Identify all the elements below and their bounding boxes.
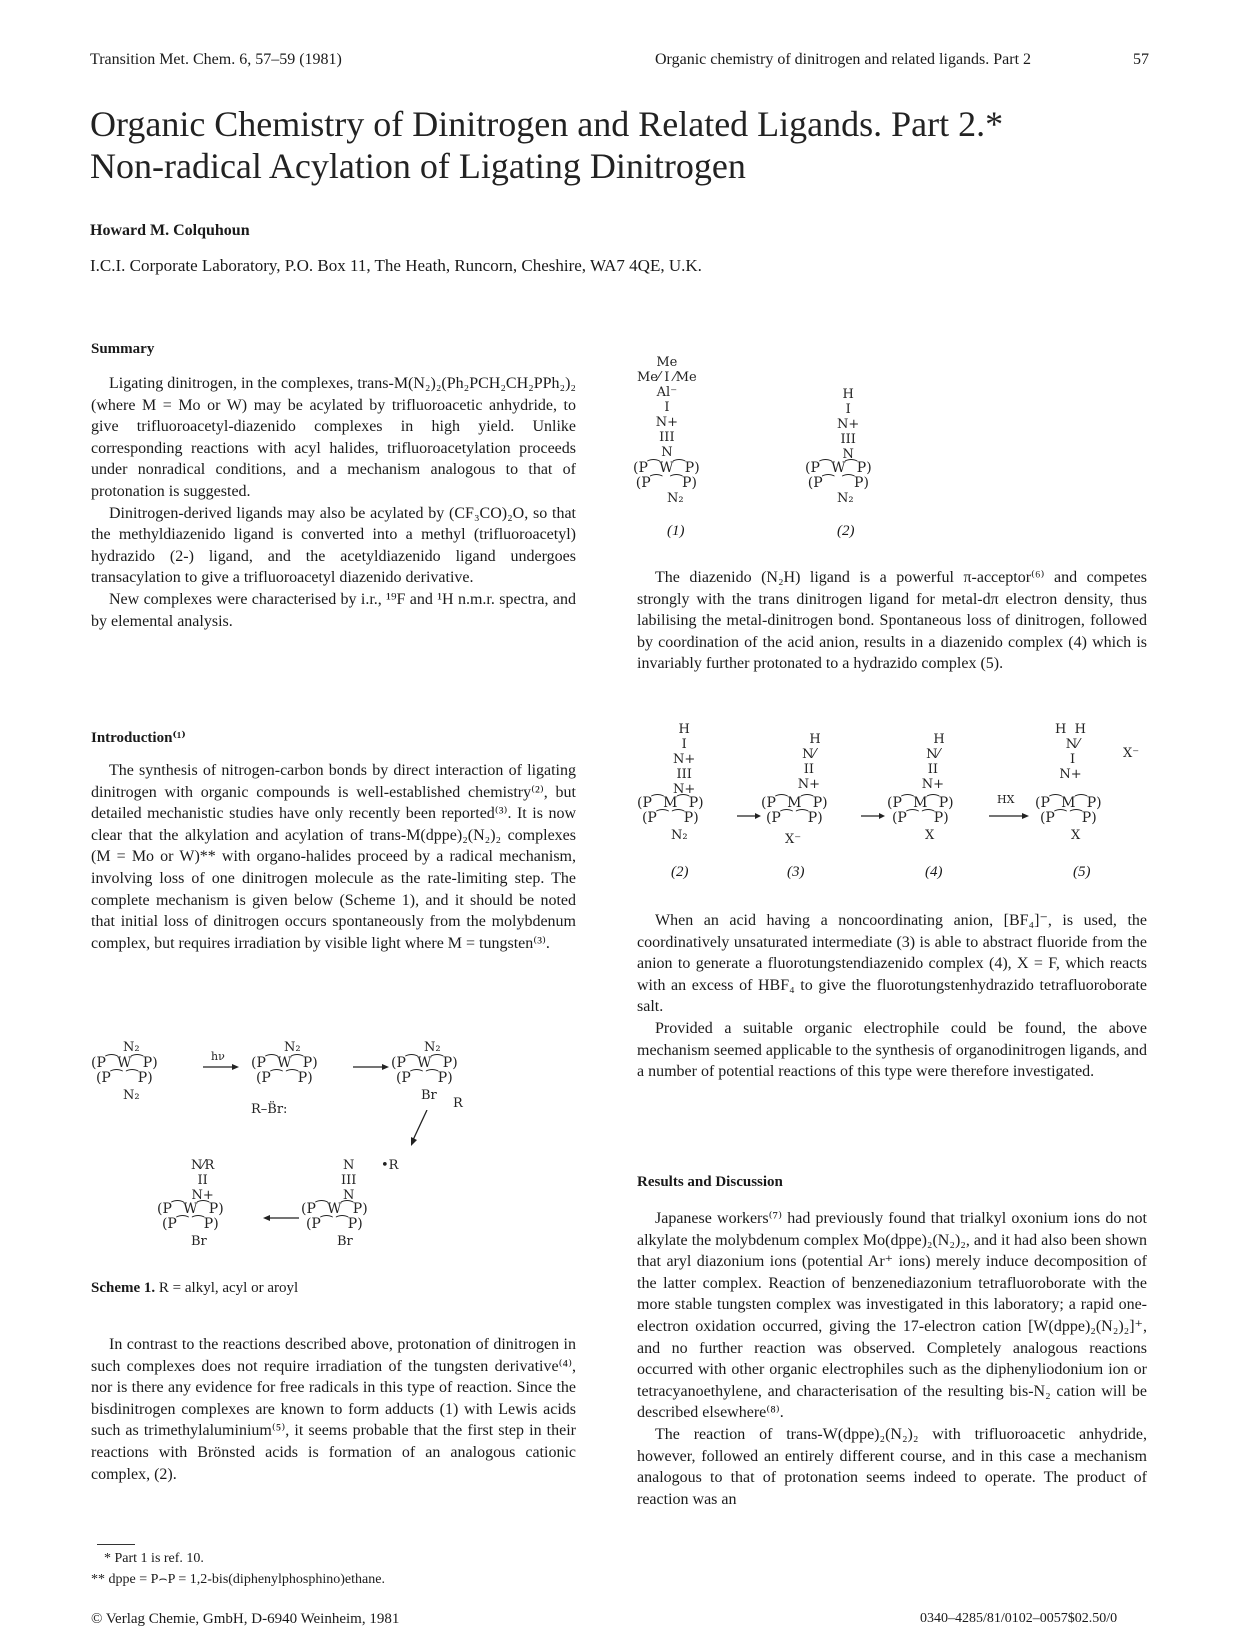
structure-2-n2: N₂ xyxy=(837,491,854,506)
scheme1-complex4-br: Br xyxy=(337,1234,353,1249)
scheme1-hv-label: hν xyxy=(211,1050,225,1063)
scheme1-arrow-3 xyxy=(409,1110,429,1146)
scheme2-c3-core: (P⁀M⁀P) (P⁀ ⁀P) xyxy=(761,795,828,826)
right-paragraph-3: Provided a suitable organic electrophile could be found, the above mechanism seemed applicable to the synthesis of organodinitrogen ligands, and a number of potential reactions of this type were therefore investigated. xyxy=(637,1019,1147,1081)
footnote-rule xyxy=(97,1544,135,1545)
scheme1-arrow-1 xyxy=(203,1062,239,1072)
scheme2-arrow-3 xyxy=(989,811,1029,821)
scheme2-c5-chain: H H N⁄ I N+ xyxy=(1055,722,1086,782)
footnote-2: ** dppe = P⌢P = 1,2-bis(diphenylphosphino)ethane. xyxy=(91,1572,385,1587)
introduction-paragraph-1: The synthesis of nitrogen-carbon bonds by direct interaction of ligating dinitrogen with organic compounds is well-established chemistry⁽²⁾, but detailed mechanistic studies have only recently been reported⁽³⁾. It is now clear that the alkylation and acylation of trans-M(dppe)₂(N₂)₂ complexes (M = Mo or W)** with organo-halides proceed by a radical mechanism, involving loss of one dinitrogen molecule as the rate-limiting step. The complete mechanism is given below (Scheme 1), and it should be noted that initial loss of dinitrogen occurs spontaneously from the molybdenum complex, but requires irradiation by visible light where M = tungsten⁽³⁾. xyxy=(91,762,576,952)
article-title xyxy=(90,103,1003,187)
scheme2-c3-anion: X⁻ xyxy=(785,832,802,847)
scheme2-c2-core: (P⁀M⁀P) (P⁀ ⁀P) xyxy=(637,795,704,826)
scheme-1-caption-text: R = alkyl, acyl or aroyl xyxy=(155,1280,299,1296)
scheme1-complex1-core: (P⁀W⁀P) (P⁀ ⁀P) xyxy=(91,1055,158,1086)
right-text-1 xyxy=(637,567,1147,675)
scheme2-arrow-2 xyxy=(861,811,885,821)
scheme-2-figure xyxy=(637,722,1147,884)
scheme2-c4-chain: H N⁄ II N+ xyxy=(921,732,945,792)
scheme2-label-4: (4) xyxy=(925,864,943,880)
scheme1-complex2-top: N₂ xyxy=(284,1040,301,1055)
right-paragraph-2: When an acid having a noncoordinating anion, [BF₄]⁻, is used, the coordinatively unsaturated intermediate (3) is able to abstract fluoride from the anion to generate a fluorotungstendiazenido complex (4), X = F, which reacts with an excess of HBF₄ to give the fluorotungstenhydrazido tetrafluoroborate salt. xyxy=(637,912,1147,1016)
scheme2-label-5: (5) xyxy=(1073,864,1091,880)
summary-paragraph-3: New complexes were characterised by i.r., ¹⁹F and ¹H n.m.r. spectra, and by elemental analysis. xyxy=(91,590,576,630)
scheme2-c2-chain: H I N+ III N+ xyxy=(673,722,696,797)
results-paragraph-2: The reaction of trans-W(dppe)₂(N₂)₂ with trifluoroacetic anhydride, however, followed an entirely different course, and in this case a mechanism analogous to that of protonation seems indeed to operate. The product of reaction was an xyxy=(637,1425,1147,1508)
structure-2-diazenido: H I N+ III N xyxy=(837,387,860,462)
structure-1-label: (1) xyxy=(667,523,685,539)
scheme1-complex3-top: N₂ xyxy=(424,1040,441,1055)
scheme-1-figure xyxy=(91,1040,576,1265)
right-paragraph-1: The diazenido (N₂H) ligand is a powerful π-acceptor⁽⁶⁾ and competes strongly with the trans dinitrogen ligand for metal-dπ electron density, thus labilising the metal-dinitrogen bond. Spontaneous loss of dinitrogen, followed by coordination of the acid anion, results in a diazenido complex (4) which is invariably further protonated to a hydrazido complex (5). xyxy=(637,569,1147,673)
journal-citation: Transition Met. Chem. 6, 57–59 (1981) xyxy=(90,51,342,68)
structure-2-core: (P⁀W⁀P) (P⁀ ⁀P) xyxy=(805,460,872,491)
scheme1-complex5-core: (P⁀W⁀P) (P⁀ ⁀P) xyxy=(157,1201,224,1232)
running-title: Organic chemistry of dinitrogen and related ligands. Part 2 xyxy=(655,51,1032,68)
scheme1-complex2-core: (P⁀W⁀P) (P⁀ ⁀P) xyxy=(251,1055,318,1086)
scheme2-c3-chain: H N⁄ II N+ xyxy=(797,732,821,792)
affiliation: I.C.I. Corporate Laboratory, P.O. Box 11, The Heath, Runcorn, Cheshire, WA7 4QE, U.K. xyxy=(90,256,702,275)
introduction-body xyxy=(91,760,576,954)
scheme1-radical-label: •R xyxy=(381,1158,399,1173)
structure-1-n2: N₂ xyxy=(667,491,684,506)
results-heading: Results and Discussion xyxy=(637,1174,783,1190)
scheme2-c4-x: X xyxy=(925,828,935,843)
scheme2-arrow-1 xyxy=(737,811,761,821)
publisher-line: © Verlag Chemie, GmbH, D-6940 Weinheim, 1981 xyxy=(91,1611,400,1627)
results-paragraph-1: Japanese workers⁽⁷⁾ had previously found that trialkyl oxonium ions do not alkylate the molybdenum complex Mo(dppe)₂(N₂)₂, and it had also been shown that aryl diazonium ions (potential Ar⁺ ions) merely induce decomposition of the latter complex. Reaction of benzenediazonium tetrafluoroborate with the more stable tungsten complex was investigated in this laboratory; a rapid one-electron oxidation occurred, giving the 17-electron cation [W(dppe)₂(N₂)₂]⁺, and no further reaction was observed. Completely analogous reactions occurred with other organic electrophiles such as the diphenyliodonium ion or tetracyanoethylene, and characterisation of the resulting bis-N₂ cation will be described elsewhere⁽⁸⁾. xyxy=(637,1210,1147,1422)
scheme2-c5-x: X xyxy=(1071,828,1081,843)
scheme-1-caption-label: Scheme 1. xyxy=(91,1280,156,1296)
scheme2-c4-core: (P⁀M⁀P) (P⁀ ⁀P) xyxy=(887,795,954,826)
scheme1-arrow-4 xyxy=(263,1213,299,1223)
page-number: 57 xyxy=(1133,51,1149,68)
introduction-continued xyxy=(91,1334,576,1485)
scheme1-r-label: R xyxy=(453,1096,463,1111)
summary-heading: Summary xyxy=(91,341,155,357)
scheme2-c5-anion: X⁻ xyxy=(1123,746,1140,761)
article-code: 0340–4285/81/0102–0057$02.50/0 xyxy=(920,1611,1118,1626)
right-text-2 xyxy=(637,910,1147,1083)
scheme2-label-2: (2) xyxy=(671,864,689,880)
scheme1-rbr-label: R–B̈r: xyxy=(251,1102,288,1117)
structure-1-core: (P⁀W⁀P) (P⁀ ⁀P) xyxy=(633,460,700,491)
structure-2-label: (2) xyxy=(837,523,855,539)
scheme2-c5-core: (P⁀M⁀P) (P⁀ ⁀P) xyxy=(1035,795,1102,826)
introduction-heading: Introduction⁽¹⁾ xyxy=(91,730,186,746)
summary-body xyxy=(91,373,576,632)
scheme1-arrow-2 xyxy=(353,1062,389,1072)
structure-1-lewis-acid: Me Me⁄ I ⁄Me Al⁻ I N+ III N xyxy=(637,355,697,460)
structures-1-2-figure xyxy=(633,355,1147,555)
results-body xyxy=(637,1208,1147,1510)
scheme1-complex1-top: N₂ xyxy=(123,1040,140,1055)
summary-paragraph-1: Ligating dinitrogen, in the complexes, trans-M(N₂)₂(Ph₂PCH₂CH₂PPh₂)₂ (where M = Mo or W) may be acylated by trifluoroacetic anhydride, to give trifluoroacetyl-diazenido complexes in high yield. Unlike corresponding reactions with acyl halides, trifluoroacetylation proceeds under nonradical conditions, and a mechanism analogous to that of protonation is suggested. xyxy=(91,375,577,500)
title-line-1: Organic Chemistry of Dinitrogen and Related Ligands. Part 2.* xyxy=(90,104,1004,144)
scheme1-complex5-br: Br xyxy=(191,1234,207,1249)
scheme2-c2-n2: N₂ xyxy=(671,828,688,843)
title-line-2: Non-radical Acylation of Ligating Dinitrogen xyxy=(90,146,746,186)
scheme1-complex3-core: (P⁀W⁀P) (P⁀ ⁀P) xyxy=(391,1055,458,1086)
scheme1-br-label: Br xyxy=(421,1088,437,1103)
scheme1-complex1-bottom: N₂ xyxy=(123,1088,140,1103)
scheme1-complex5-chain: N⁄R II N+ xyxy=(191,1158,215,1203)
scheme-1-caption xyxy=(91,1280,576,1297)
scheme2-label-3: (3) xyxy=(787,864,805,880)
scheme1-complex4-core: (P⁀W⁀P) (P⁀ ⁀P) xyxy=(301,1201,368,1232)
introduction-paragraph-2: In contrast to the reactions described above, protonation of dinitrogen in such complexes does not require irradiation of the tungsten derivative⁽⁴⁾, nor is there any evidence for free radicals in this type of reaction. Since the bisdinitrogen complexes are known to form adducts (1) with Lewis acids such as trimethylaluminium⁽⁵⁾, it seems probable that the first step in their reactions with Brönsted acids is formation of an analogous cationic complex, (2). xyxy=(91,1336,576,1483)
footnote-1: * Part 1 is ref. 10. xyxy=(104,1551,204,1566)
summary-paragraph-2: Dinitrogen-derived ligands may also be acylated by (CF₃CO)₂O, so that the methyldiazenido ligand is converted into a methyl (trifluoroacetyl) hydrazido (2-) ligand, and the acetyldiazenido ligand undergoes transacylation to give a trifluoroacetyl diazenido derivative. xyxy=(91,504,576,587)
author-name: Howard M. Colquhoun xyxy=(90,222,250,239)
scheme1-complex4-chain: N III N xyxy=(341,1158,357,1203)
scheme2-hx-label: HX xyxy=(997,793,1015,806)
